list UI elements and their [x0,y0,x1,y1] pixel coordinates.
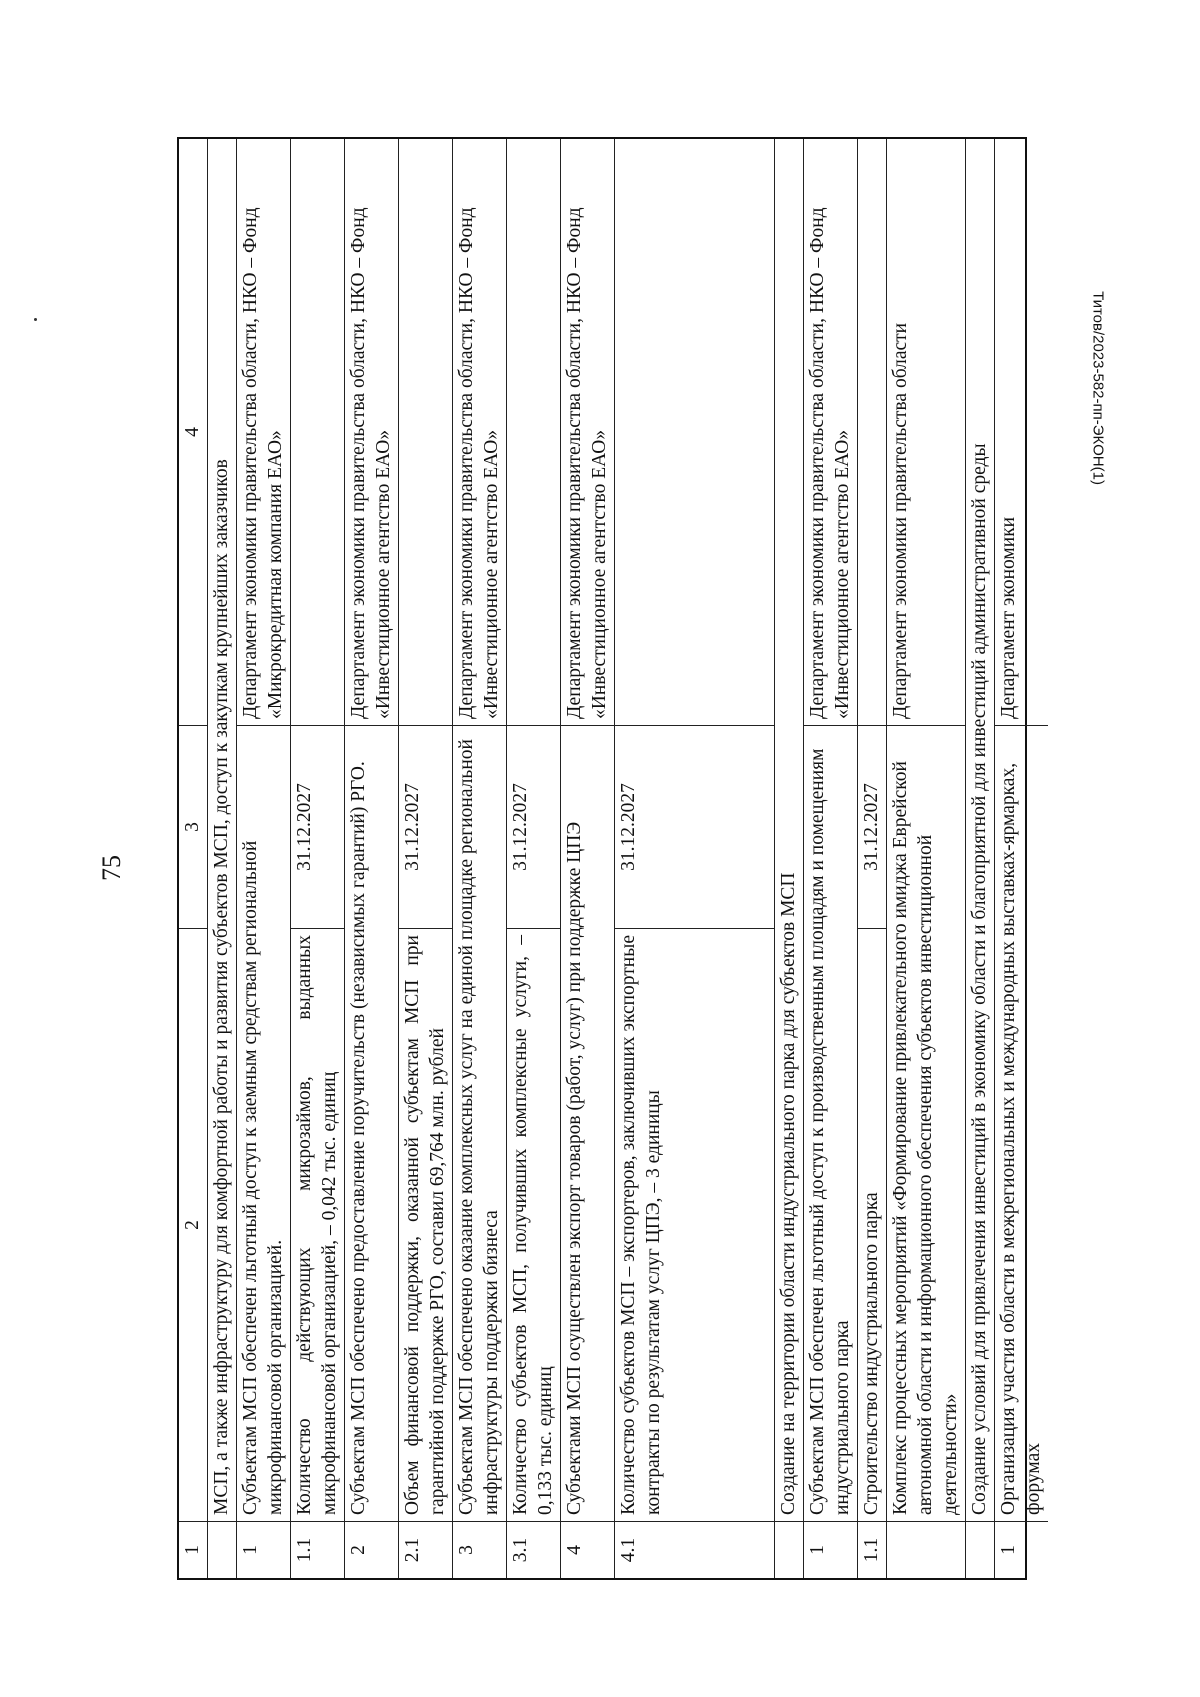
measures-table [177,137,1044,1580]
table-row-task-4 [561,139,615,1578]
responsible [291,139,344,725]
header-col-1: 1 [179,1521,207,1578]
responsible: Департамент экономики правительства области, НКО – Фонд «Микрокредитная компания ЕАО» [240,207,286,719]
responsible: Департамент экономики правительства области, НКО – Фонд «Инвестиционное агентство ЕАО» [807,207,853,719]
responsible: Департамент экономики правительства области, НКО – Фонд «Инвестиционное агентство ЕАО» [456,207,502,719]
result-text: Количество субъектов МСП – экспортеров, заключивших экспортные контракты по результатам услуг ЦПЭ, – 3 единицы [615,928,774,1521]
page-number: 75 [97,855,126,881]
intro-text: МСП, а также инфраструктуру для комфортной работы и развития субъектов МСП, доступ к закупкам крупнейших заказчиков [211,459,232,1515]
task-text: Субъектам МСП обеспечен льготный доступ к заемным средствам региональной микрофинансовой организацией. [237,725,290,1521]
row-number: 3 [453,1521,506,1578]
row-number [208,1521,236,1578]
row-number [966,1521,994,1578]
table-row-task-3 [453,139,507,1578]
responsible: Департамент экономики [998,516,1019,719]
row-number: 1.1 [858,1521,886,1578]
row-number: 1.1 [291,1521,344,1578]
responsible: Департамент экономики правительства области, НКО – Фонд «Инвестиционное агентство ЕАО» [564,207,610,719]
table-row-section-industrial [775,139,804,1578]
responsible [858,139,886,725]
row-number: 1 [995,1521,1048,1578]
row-number [775,1521,803,1578]
table-row-task-invest-1 [995,139,1048,1578]
deadline: 31.12.2027 [858,725,886,928]
header-col-2: 2 [179,928,207,1521]
section-title: Создание на территории области индустриального парка для субъектов МСП [778,872,799,1515]
table-row-task-2 [345,139,399,1578]
table-row-result-2-1 [399,139,453,1578]
table-row-section-invest [966,139,995,1578]
table-row-result-1-1 [291,139,345,1578]
result-text: Количество действующих микрозаймов, выданных микрофинансовой организацией, – 0,042 тыс. единиц [291,928,344,1521]
deadline: 31.12.2027 [291,725,344,928]
header-col-4: 4 [182,427,203,437]
task-text: Субъектам МСП обеспечен льготный доступ к производственным площадям и помещениям индустриального парка [804,725,857,1521]
table-row-task-industrial-1 [804,139,858,1578]
table-row-intro [208,139,237,1578]
row-number: 4 [561,1521,614,1578]
deadline: 31.12.2027 [615,725,774,928]
result-text: Объем финансовой поддержки, оказанной субъектам МСП при гарантийной поддержке РГО, составил 69,764 млн. рублей [399,928,452,1521]
scan-speck [34,318,37,321]
result-text: Количество субъектов МСП, получивших комплексные услуги, – 0,133 тыс. единиц [507,928,560,1521]
table-row-result-3-1 [507,139,561,1578]
row-number: 1 [804,1521,857,1578]
header-col-3: 3 [179,725,207,928]
responsible [399,139,452,725]
responsible: Департамент экономики правительства области [890,322,911,719]
table-header-row [179,139,208,1578]
row-number: 2.1 [399,1521,452,1578]
table-row-task-1 [237,139,291,1578]
document-footer [1080,0,1116,1697]
responsible [507,139,560,725]
task-text: Субъектами МСП осуществлен экспорт товаров (работ, услуг) при поддержке ЦПЭ [561,725,614,1521]
task-text: Организация участия области в межрегиональных и международных выставках-ярмарках, форумах [995,725,1048,1521]
row-number: 1 [237,1521,290,1578]
rotated-table-container [177,137,1044,1580]
table-row-complex [887,139,966,1578]
deadline: 31.12.2027 [507,725,560,928]
responsible: Департамент экономики правительства области, НКО – Фонд «Инвестиционное агентство ЕАО» [348,207,394,719]
deadline: 31.12.2027 [399,725,452,928]
complex-title: Комплекс процессных мероприятий «Формирование привлекательного имиджа Еврейской автономной области и информационного обеспечения субъектов инвестиционной деятельности» [887,725,965,1521]
table-row-result-industrial-1-1 [858,139,887,1578]
row-number: 2 [345,1521,398,1578]
row-number [887,1521,965,1578]
section-title: Создание условий для привлечения инвестиций в экономику области и благоприятной для инвестиций административной среды [969,443,990,1515]
result-text: Строительство индустриального парка [858,928,886,1521]
row-number: 4.1 [615,1521,774,1578]
task-text: Субъектам МСП обеспечено оказание комплексных услуг на единой площадке региональной инфраструктуры поддержки бизнеса [453,725,506,1521]
footer-code: Титов/2023-582-пп-ЭКОН(1) [1089,291,1107,485]
responsible [615,139,774,725]
task-text: Субъектам МСП обеспечено предоставление поручительств (независимых гарантий) РГО. [345,725,398,1521]
row-number: 3.1 [507,1521,560,1578]
table-row-result-4-1 [615,139,775,1578]
